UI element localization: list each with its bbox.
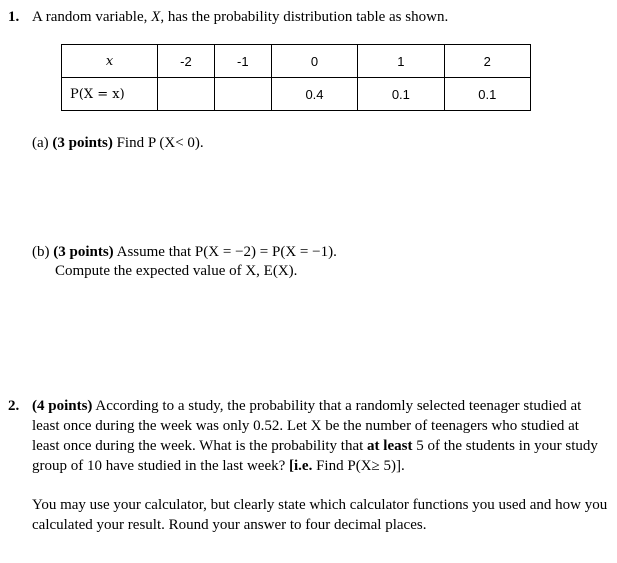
question-1-intro	[8, 9, 448, 26]
question-2-bold-1: at least	[367, 438, 413, 454]
question-2-note: You may use your calculator, but clearly state which calculator functions you used and how you calculated your result. Round your answer to four decimal places.	[32, 497, 608, 533]
question-2-number: 2.	[8, 398, 20, 414]
question-1-number: 1.	[8, 9, 20, 25]
table-header-x: x	[62, 45, 158, 78]
question-1a-points: (3 points)	[52, 135, 113, 151]
question-1b-text-1: Assume that P(X = −2) = P(X = −1).	[113, 244, 337, 260]
table-cell-p-0	[158, 78, 215, 111]
question-1a-text: Find P (X< 0).	[112, 135, 204, 151]
question-1b-points: (3 points)	[53, 244, 114, 260]
probability-distribution-table	[61, 44, 531, 111]
question-1-intro-post: , has the probability distribution table as shown.	[160, 9, 449, 25]
question-1a	[32, 135, 204, 152]
question-2-text-3: Find P(X≥ 5)].	[312, 458, 405, 474]
question-1a-label: (a)	[32, 135, 53, 151]
question-1b-line2: Compute the expected value of X, E(X).	[55, 263, 298, 279]
table-cell-x-4: 2	[444, 45, 530, 78]
table-cell-x-0: -2	[158, 45, 215, 78]
table-cell-x-3: 1	[358, 45, 444, 78]
table-cell-x-1: -1	[214, 45, 271, 78]
question-1b-label: (b)	[32, 244, 54, 260]
table-cell-p-3: 0.1	[358, 78, 444, 111]
table-cell-p-2: 0.4	[271, 78, 357, 111]
table-cell-p-4: 0.1	[444, 78, 530, 111]
question-2-text-1: According to a study, the probability that a randomly selected teenager studied at least once during the week was only 0.52. Let X be the number of teenagers who studied at least once during the week. What is the probability that	[32, 398, 582, 454]
table-header-p: P(X = x)	[62, 78, 158, 111]
question-1b-line1	[32, 244, 337, 261]
question-2-points: (4 points)	[32, 398, 93, 414]
table-cell-x-2: 0	[271, 45, 357, 78]
question-2	[8, 396, 613, 476]
table-row-x	[62, 45, 531, 78]
table-row-p	[62, 78, 531, 111]
question-1-intro-pre: A random variable,	[32, 9, 152, 25]
question-2-body	[32, 396, 610, 476]
table-cell-p-1	[214, 78, 271, 111]
question-1-intro-var: X	[151, 9, 161, 25]
question-2-text-2: 5 of the students in your study group of 10 have studied in the last week?	[32, 438, 598, 474]
question-2-bold-2: [i.e.	[289, 458, 313, 474]
